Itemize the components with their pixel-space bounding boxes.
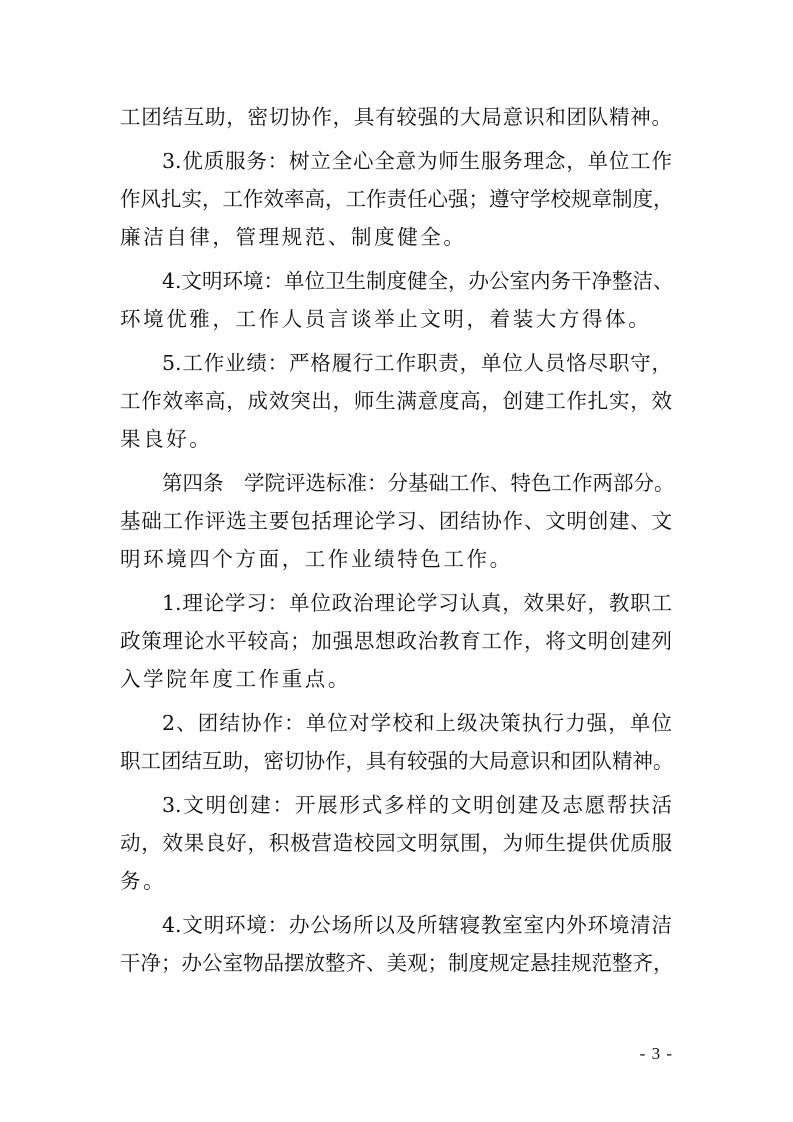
text-line: 干净；办公室物品摆放整齐、美观；制度规定悬挂规范整齐， [120, 951, 674, 975]
document-body [120, 98, 675, 982]
text-line: 4.文明环境：单位卫生制度健全，办公室内务干净整洁、 [162, 269, 674, 293]
text-line: 工团结互助，密切协作，具有较强的大局意识和团队精神。 [120, 105, 672, 129]
text-line: 4.文明环境：办公场所以及所辖寝教室室内外环境清洁 [162, 913, 672, 937]
text-line: 第四条 学院评选标准：分基础工作、特色工作两部分。 [162, 471, 675, 495]
text-line: 基础工作评选主要包括理论学习、团结协作、文明创建、文 [120, 509, 672, 533]
text-line: 务。 [120, 869, 167, 893]
text-line: 2、团结协作：单位对学校和上级决策执行力强，单位 [162, 711, 672, 735]
text-line: 廉洁自律，管理规范、制度健全。 [120, 225, 467, 249]
text-line: 入学院年度工作重点。 [120, 667, 351, 691]
text-line: 3.优质服务：树立全心全意为师生服务理念，单位工作 [162, 149, 672, 173]
text-line: 职工团结互助，密切协作，具有较强的大局意识和团队精神。 [120, 749, 674, 773]
page-number: - 3 - [639, 1044, 673, 1063]
text-line: 3.文明创建：开展形式多样的文明创建及志愿帮扶活 [162, 793, 672, 817]
text-line: 5.工作业绩：严格履行工作职责，单位人员恪尽职守， [162, 351, 672, 375]
text-line: 明环境四个方面，工作业绩特色工作。 [120, 547, 513, 571]
text-line: 动，效果良好，积极营造校园文明氛围，为师生提供优质服 [120, 831, 672, 855]
text-line: 政策理论水平较高；加强思想政治教育工作，将文明创建列 [120, 629, 672, 653]
text-line: 工作效率高，成效突出，师生满意度高，创建工作扎实，效 [120, 389, 672, 413]
text-line: 1.理论学习：单位政治理论学习认真，效果好，教职工 [162, 591, 672, 615]
text-line: 作风扎实，工作效率高，工作责任心强；遵守学校规章制度， [120, 187, 674, 211]
text-line: 果良好。 [120, 427, 213, 451]
text-line: 环境优雅，工作人员言谈举止文明，着装大方得体。 [120, 307, 652, 331]
